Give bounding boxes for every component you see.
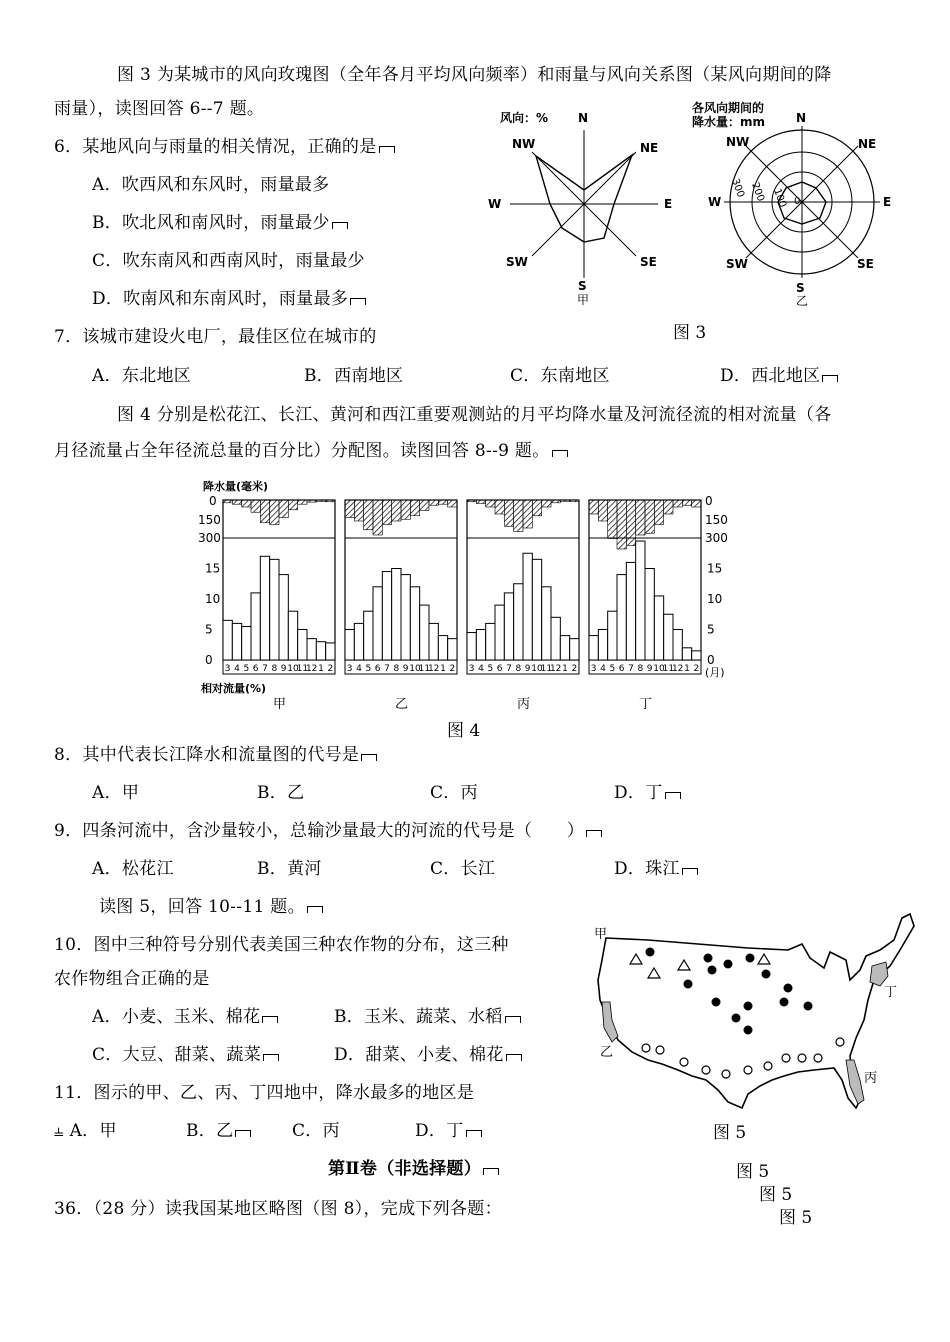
svg-text:N: N [796, 111, 807, 125]
svg-text:E: E [883, 195, 892, 209]
flow-bar [316, 642, 325, 660]
answer-mark-icon [361, 754, 377, 761]
section-text: 第Ⅱ卷（非选择题） [328, 1159, 482, 1179]
option [54, 1120, 117, 1142]
answer-mark-icon [262, 1016, 278, 1023]
flow-axis-title: 相对流量(%) [201, 682, 267, 695]
svg-text:SE: SE [857, 257, 874, 271]
svg-text:S: S [578, 279, 587, 293]
flow-bar [617, 575, 626, 660]
flow-bar [495, 605, 504, 660]
rainfall-direction-chart [692, 100, 891, 308]
precip-bar [316, 500, 325, 501]
flow-bar [476, 630, 485, 661]
answer-mark-icon [483, 1168, 499, 1175]
precip-bar [410, 500, 419, 516]
precip-bar [682, 500, 691, 505]
answer-mark-icon [822, 375, 838, 382]
flow-bar [345, 630, 354, 661]
figure-5-caption-repeat: 图 5 [759, 1185, 793, 1205]
question-text: 9．四条河流中，含沙量较小，总输沙量最大的河流的代号是（ ） [54, 821, 585, 841]
precip-bar [532, 500, 541, 516]
figure-4-panels [205, 500, 722, 712]
flow-bar [636, 541, 645, 660]
answer-mark-icon [466, 1130, 482, 1137]
option: B．黄河 [257, 859, 322, 879]
precip-bar [354, 500, 363, 521]
svg-text:300: 300 [198, 531, 221, 545]
section-2-title [328, 1158, 499, 1180]
month-unit: (月) [705, 666, 725, 679]
svg-text:300: 300 [705, 531, 728, 545]
flow-bar [298, 630, 307, 661]
precip-axis-title: 降水量(毫米) [203, 480, 269, 493]
precip-bar [448, 500, 457, 507]
flow-bar [448, 639, 457, 660]
option: C．吹东南风和西南风时，雨量最少 [92, 251, 365, 271]
question-11-stem: 11．图示的甲、乙、丙、丁四地中，降水最多的地区是 [54, 1083, 475, 1103]
question-text: 6．某地风向与雨量的相关情况，正确的是 [54, 137, 377, 157]
stray-mark: ⫨ [54, 1121, 64, 1141]
flow-bar [326, 643, 335, 660]
option-text: D．西北地区 [720, 366, 821, 386]
question-7-stem: 7．该城市建设火电厂，最佳区位在城市的 [54, 327, 377, 347]
river-panel [467, 500, 579, 712]
crop-dots [646, 948, 813, 1035]
svg-text:SW: SW [726, 257, 748, 271]
answer-mark-icon [332, 222, 348, 229]
month-label: 8 [271, 664, 278, 674]
option-text: A．小麦、玉米、棉花 [92, 1007, 261, 1027]
question-36-stem: 36．（28 分）读我国某地区略图（图 8），完成下列各题： [54, 1199, 502, 1219]
river-panel [345, 500, 457, 712]
svg-text:NE: NE [640, 141, 659, 155]
label-jia: 甲 [594, 927, 608, 942]
precip-bar [570, 500, 579, 502]
flow-bar [288, 611, 297, 660]
option [92, 1044, 279, 1066]
flow-bar [410, 587, 419, 660]
flow-bar [504, 593, 513, 660]
option [186, 1120, 251, 1142]
region-bing [846, 1060, 864, 1104]
option [92, 1006, 278, 1028]
option: C．丙 [430, 783, 478, 803]
answer-mark-icon [307, 906, 323, 913]
precip-bar [673, 500, 682, 507]
flow-bar [682, 648, 691, 660]
flow-bar [382, 572, 391, 660]
month-label: 12 [549, 664, 562, 674]
option [92, 288, 366, 310]
flow-bar [392, 569, 401, 661]
flow-tick-left: 0 [205, 653, 213, 667]
svg-text:200: 200 [749, 181, 767, 203]
answer-mark-icon [586, 830, 602, 837]
precip-bar [589, 500, 598, 514]
option: B．乙 [257, 783, 305, 803]
precip-bar [542, 500, 551, 507]
svg-text:E: E [664, 197, 673, 211]
precip-bar [288, 500, 297, 510]
question-6-stem [54, 136, 395, 158]
month-label: 3 [590, 664, 597, 674]
month-label: 1 [562, 664, 568, 674]
flow-bar [551, 617, 560, 660]
flow-bar [486, 623, 495, 660]
precip-bar [664, 500, 673, 514]
answer-mark-icon [665, 792, 681, 799]
precip-bar [279, 500, 288, 518]
option: A．吹西风和东风时，雨量最多 [92, 175, 330, 195]
month-label: 11 [418, 664, 431, 674]
svg-text:300: 300 [729, 177, 747, 199]
precip-bar [636, 500, 645, 535]
month-label: 1 [318, 664, 324, 674]
svg-text:NE: NE [858, 137, 877, 151]
question-9-stem [54, 820, 602, 842]
flow-bar [608, 611, 617, 660]
month-label: 5 [487, 664, 494, 674]
month-label: 3 [468, 664, 475, 674]
flow-bar [645, 569, 654, 661]
month-label: 12 [671, 664, 684, 674]
flow-tick-right: 10 [707, 592, 723, 606]
flow-bar [664, 614, 673, 660]
option [415, 1120, 482, 1142]
option [614, 782, 681, 804]
intro-line: 雨量），读图回答 6--7 题。 [54, 99, 265, 119]
month-label: 10 [287, 664, 299, 674]
month-label: 11 [662, 664, 675, 674]
answer-mark-icon [379, 146, 395, 153]
precip-bar [307, 500, 316, 502]
option-text: B．吹北风和南风时，雨量最少 [92, 213, 330, 233]
option-text: D．丁 [614, 783, 663, 803]
flow-bar [438, 636, 447, 660]
month-label: 6 [374, 664, 381, 674]
precip-bar [373, 500, 382, 535]
month-label: 4 [356, 664, 362, 674]
option: C．丙 [292, 1121, 340, 1141]
precip-bar [326, 500, 335, 502]
precip-bar [260, 500, 269, 523]
option-text: D．甜菜、小麦、棉花 [334, 1045, 504, 1065]
month-label: 12 [427, 664, 440, 674]
flow-bar [242, 626, 251, 660]
precip-bar [345, 500, 354, 518]
precip-bar [626, 500, 635, 546]
wind-rose-chart [488, 110, 672, 307]
figure-4-caption: 图 4 [447, 721, 481, 741]
answer-mark-icon [506, 1054, 522, 1061]
flow-bar [589, 636, 598, 660]
month-label: 3 [346, 664, 353, 674]
precip-bar [645, 500, 654, 533]
answer-mark-icon [682, 868, 698, 875]
option-text: D．吹南风和东南风时，雨量最多 [92, 289, 349, 309]
flow-bar [223, 620, 232, 660]
month-label: 2 [449, 664, 456, 674]
flow-bar [692, 651, 701, 660]
flow-bar [560, 636, 569, 660]
precip-bar [298, 500, 307, 504]
precip-bar [486, 500, 495, 507]
precip-bar [495, 500, 504, 514]
month-label: 6 [252, 664, 259, 674]
intro-line: 图 3 为某城市的风向玫瑰图（全年各月平均风向频率）和雨量与风向关系图（某风向期间的降 [117, 65, 832, 85]
month-label: 6 [618, 664, 625, 674]
precip-bar [654, 500, 663, 525]
month-label: 5 [609, 664, 616, 674]
option-text: B．乙 [186, 1121, 234, 1141]
flow-bar [467, 633, 476, 660]
flow-bar [429, 623, 438, 660]
flow-bar [364, 611, 373, 660]
precip-bar [598, 500, 607, 521]
month-label: 10 [531, 664, 543, 674]
figure-5-caption-repeat: 图 5 [736, 1162, 770, 1182]
question-10-stem-2: 农作物组合正确的是 [54, 969, 210, 989]
month-label: 10 [653, 664, 665, 674]
flow-bar [232, 623, 241, 660]
figure-5-caption-repeat: 图 5 [779, 1208, 813, 1228]
panel-label: 丁 [639, 697, 653, 712]
flow-bar [279, 575, 288, 660]
answer-mark-icon [235, 1130, 251, 1137]
month-label: 4 [600, 664, 606, 674]
month-label: 9 [402, 664, 409, 674]
option-text: B．玉米、蔬菜、水稻 [334, 1007, 503, 1027]
svg-text:SE: SE [640, 255, 657, 269]
panel-label: 丙 [517, 697, 531, 712]
svg-text:S: S [796, 281, 805, 295]
flow-bar [401, 575, 410, 660]
option [92, 212, 348, 234]
svg-text:N: N [578, 111, 589, 125]
intro-line: 图 4 分别是松花江、长江、黄河和西江重要观测站的月平均降水量及河流径流的相对流量（各 [117, 405, 832, 425]
precip-bar [514, 500, 523, 532]
label-yi: 乙 [796, 294, 809, 308]
intro-text: 月径流量占全年径流总量的百分比）分配图。读图回答 8--9 题。 [54, 441, 550, 461]
month-label: 10 [409, 664, 421, 674]
month-label: 9 [524, 664, 531, 674]
label-yi: 乙 [600, 1045, 614, 1060]
figure-5-map [588, 910, 918, 1115]
flow-bar [523, 553, 532, 660]
precip-bar [429, 500, 438, 505]
figure-4 [195, 474, 745, 714]
month-label: 6 [496, 664, 503, 674]
answer-mark-icon [505, 1016, 521, 1023]
flow-bar [673, 630, 682, 661]
label-jia: 甲 [577, 293, 590, 307]
panel-label: 甲 [273, 697, 287, 712]
figure-5-caption: 图 5 [713, 1123, 747, 1143]
svg-text:0: 0 [794, 196, 801, 207]
flow-bar [373, 587, 382, 660]
option: C．东南地区 [510, 366, 610, 386]
svg-text:降水量：mm: 降水量：mm [692, 115, 766, 129]
flow-tick-right: 5 [707, 622, 715, 637]
precip-bar [242, 500, 251, 507]
precip-bar [551, 500, 560, 503]
precip-bar [608, 500, 617, 539]
precip-bar [270, 500, 279, 525]
label-ding: 丁 [884, 985, 898, 1000]
flow-bar [542, 587, 551, 660]
month-label: 2 [693, 664, 700, 674]
month-label: 7 [628, 664, 634, 674]
precip-bar [232, 500, 241, 504]
flow-bar [514, 584, 523, 660]
month-label: 2 [327, 664, 334, 674]
flow-tick-right: 15 [707, 561, 723, 576]
month-label: 1 [440, 664, 446, 674]
precip-bar [420, 500, 429, 511]
precip-bar [382, 500, 391, 525]
svg-text:各风向期间的: 各风向期间的 [692, 101, 765, 115]
flow-bar [354, 623, 363, 660]
month-label: 1 [684, 664, 690, 674]
month-label: 9 [646, 664, 653, 674]
option [334, 1044, 522, 1066]
question-10-stem: 10．图中三种符号分别代表美国三种农作物的分布，这三种 [54, 935, 509, 955]
flow-bar [598, 630, 607, 661]
month-label: 8 [393, 664, 400, 674]
svg-text:SW: SW [506, 255, 528, 269]
flow-bar [270, 559, 279, 660]
precip-bar [692, 500, 701, 507]
flow-tick-left: 10 [205, 592, 221, 606]
month-label: 3 [224, 664, 231, 674]
label-bing: 丙 [864, 1071, 878, 1086]
intro-text: 读图 5，回答 10--11 题。 [99, 897, 305, 917]
svg-text:150: 150 [705, 513, 728, 527]
precip-bar [560, 500, 569, 501]
option-text: D．珠江 [614, 859, 680, 879]
precip-bar [392, 500, 401, 521]
flow-bar [260, 556, 269, 660]
option: B．西南地区 [304, 366, 404, 386]
svg-text:W: W [708, 195, 722, 209]
option [720, 365, 838, 387]
svg-text:0: 0 [705, 494, 713, 508]
region-yi [602, 1002, 618, 1042]
svg-text:150: 150 [198, 513, 221, 527]
month-label: 5 [243, 664, 250, 674]
month-label: 8 [637, 664, 644, 674]
flow-tick-left: 5 [205, 622, 213, 637]
month-label: 7 [262, 664, 268, 674]
month-label: 7 [384, 664, 390, 674]
option: C．长江 [430, 859, 496, 879]
region-ding [870, 962, 888, 986]
precip-bar [617, 500, 626, 549]
flow-tick-left: 15 [205, 561, 221, 576]
month-label: 5 [365, 664, 372, 674]
precip-bar [467, 500, 476, 502]
river-panel [223, 500, 335, 712]
option [334, 1006, 521, 1028]
option: A．松花江 [92, 859, 174, 879]
answer-mark-icon [263, 1054, 279, 1061]
intro-line [99, 896, 323, 918]
month-label: 12 [305, 664, 318, 674]
month-label: 2 [571, 664, 578, 674]
wind-rose-title: 风向：% [500, 111, 549, 125]
precip-bar [523, 500, 532, 528]
precip-bar [251, 500, 260, 512]
svg-text:W: W [488, 197, 502, 211]
option-text: A．甲 [69, 1121, 117, 1141]
svg-text:0: 0 [209, 494, 217, 508]
flow-bar [420, 605, 429, 660]
flow-bar [532, 559, 541, 660]
flow-bar [626, 562, 635, 660]
option: A．甲 [92, 783, 140, 803]
svg-text:100: 100 [771, 187, 789, 209]
flow-bar [654, 596, 663, 660]
figure-3-caption: 图 3 [673, 323, 707, 343]
precip-bar [476, 500, 485, 504]
option: A．东北地区 [92, 366, 192, 386]
option-text: C．大豆、甜菜、蔬菜 [92, 1045, 262, 1065]
month-label: 9 [280, 664, 287, 674]
month-label: 4 [234, 664, 240, 674]
river-panel [589, 500, 701, 712]
question-8-stem [54, 744, 377, 766]
crop-circles [642, 1038, 844, 1078]
svg-text:NW: NW [512, 137, 536, 151]
precip-bar [504, 500, 513, 526]
intro-line [54, 440, 568, 462]
precip-bar [438, 500, 447, 504]
flow-bar [570, 639, 579, 660]
flow-bar [307, 639, 316, 660]
flow-bar [251, 593, 260, 660]
month-label: 7 [506, 664, 512, 674]
month-label: 11 [540, 664, 553, 674]
answer-mark-icon [350, 298, 366, 305]
svg-text:NW: NW [726, 135, 750, 149]
precip-bar [401, 500, 410, 519]
option-text: D．丁 [415, 1121, 464, 1141]
flow-tick-right: 0 [707, 653, 715, 667]
option [614, 858, 698, 880]
month-label: 4 [478, 664, 484, 674]
precip-bar [364, 500, 373, 530]
question-text: 8．其中代表长江降水和流量图的代号是 [54, 745, 360, 765]
month-label: 8 [515, 664, 522, 674]
panel-label: 乙 [395, 697, 409, 712]
month-label: 11 [296, 664, 309, 674]
precip-bar [223, 500, 232, 503]
answer-mark-icon [552, 450, 568, 457]
figure-3 [480, 100, 900, 315]
